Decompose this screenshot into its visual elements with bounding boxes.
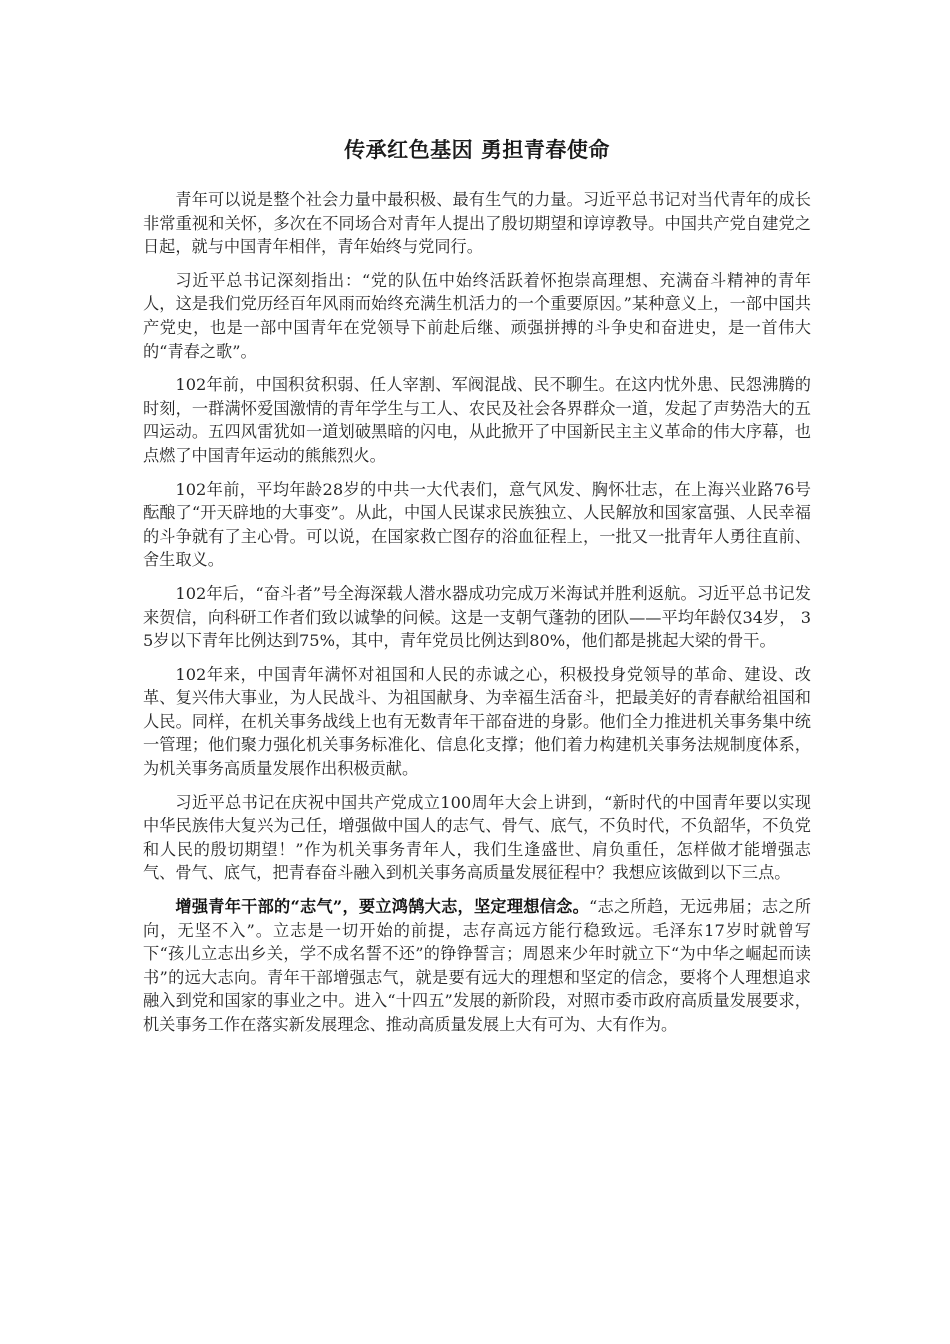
paragraph-fendouzhe: 102年后，“奋斗者”号全海深载人潜水器成功完成万米海试并胜利返航。习近平总书记发来贺信，向科研工作者们致以诚挚的问候。这是一支朝气蓬勃的团队——平均年龄仅34岁， 35岁以下青年比例达到75%，其中，青年党员比例达到80%，他们都是挑起大梁的骨干。: [143, 583, 811, 651]
document-body: [143, 133, 811, 1047]
paragraph-first-congress: 102年前，平均年龄28岁的中共一大代表们，意气风发、胸怀壮志，在上海兴业路76号酝酿了“开天辟地的大事变”。从此，中国人民谋求民族独立、人民解放和国家富强、人民幸福的斗争就有了主心骨。可以说，在国家救亡图存的浴血征程上，一批又一批青年人勇往直前、舍生取义。: [143, 479, 811, 570]
paragraph-intro: 青年可以说是整个社会力量中最积极、最有生气的力量。习近平总书记对当代青年的成长非常重视和关怀，多次在不同场合对青年人提出了殷切期望和谆谆教导。中国共产党自建党之日起，就与中国青年相伴，青年始终与党同行。: [143, 190, 811, 257]
paragraph-ambition: [143, 895, 811, 1037]
paragraph-quote: 习近平总书记深刻指出：“党的队伍中始终活跃着怀抱崇高理想、充满奋斗精神的青年人，这是我们党历经百年风雨而始终充满生机活力的一个重要原因。”某种意义上，一部中国共产党史，也是一部中国青年在党领导下前赴后继、顽强拼搏的斗争史和奋进史，是一首伟大的“青春之歌”。: [143, 270, 811, 361]
paragraph-may-fourth: 102年前，中国积贫积弱、任人宰割、军阀混战、民不聊生。在这内忧外患、民怨沸腾的时刻，一群满怀爱国激情的青年学生与工人、农民及社会各界群众一道，发起了声势浩大的五四运动。五四风雷犹如一道划破黑暗的闪电，从此掀开了中国新民主主义革命的伟大序幕，也点燃了中国青年运动的熊熊烈火。: [143, 375, 811, 465]
paragraph-centenary-speech: 习近平总书记在庆祝中国共产党成立100周年大会上讲到，“新时代的中国青年要以实现中华民族伟大复兴为己任，增强做中国人的志气、骨气、底气，不负时代，不负韶华，不负党和人民的殷切期望！”作为机关事务青年人，我们生逢盛世、肩负重任，怎样做才能增强志气、骨气、底气，把青春奋斗融入到机关事务高质量发展征程中？我想应该做到以下三点。: [143, 792, 811, 883]
paragraph-ambition-body: “志之所趋，无远弗届；志之所向，无坚不入”。立志是一切开始的前提，志存高远方能行稳致远。毛泽东17岁时就曾写下“孩儿立志出乡关，学不成名誓不还”的铮铮誓言；周恩来少年时就立下“为中华之崛起而读书”的远大志向。青年干部增强志气，就是要有远大的理想和坚定的信念，要将个人理想追求融入到党和国家的事业之中。进入“十四五”发展的新阶段，对照市委市政府高质量发展要求，机关事务工作在落实新发展理念、推动高质量发展上大有可为、大有作为。: [143, 897, 811, 1034]
paragraph-lead-heading: 增强青年干部的“志气”，要立鸿鹄大志，坚定理想信念。: [175, 897, 590, 917]
paragraph-youth-contribution: 102年来，中国青年满怀对祖国和人民的赤诚之心，积极投身党领导的革命、建设、改革、复兴伟大事业，为人民战斗、为祖国献身、为幸福生活奋斗，把最美好的青春献给祖国和人民。同样，在机关事务战线上也有无数青年干部奋进的身影。他们全力推进机关事务集中统一管理；他们聚力强化机关事务标准化、信息化支撑；他们着力构建机关事务法规制度体系，为机关事务高质量发展作出积极贡献。: [143, 664, 811, 779]
document-title: 传承红色基因 勇担青春使命: [344, 138, 610, 162]
